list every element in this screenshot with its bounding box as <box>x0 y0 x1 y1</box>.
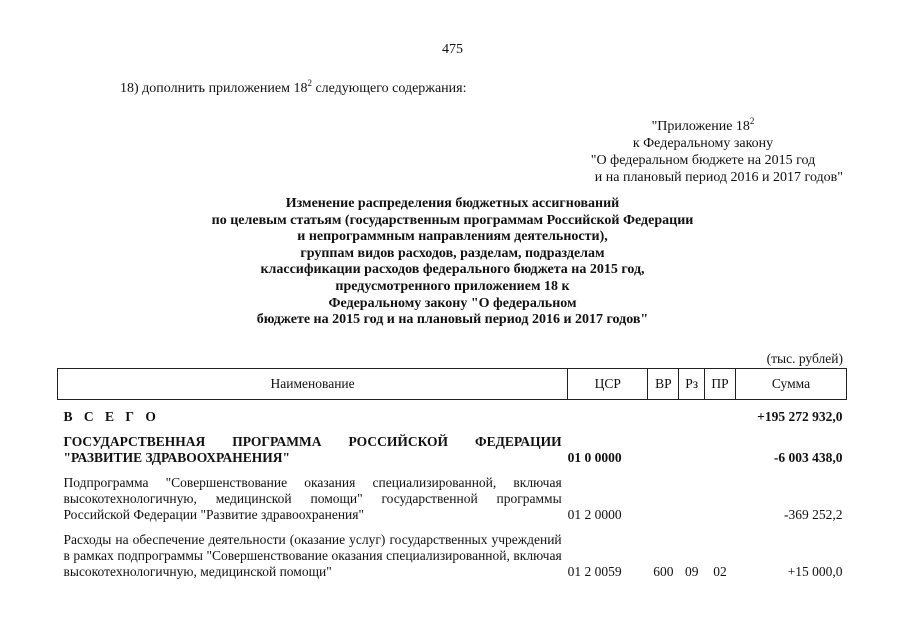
row-name: Расходы на обеспечение деятельности (оказание услуг) государственных учреждений в рамках подпрограммы "Совершенствование оказания специализированной, включая высокотехнологичную, медицинской помощи" <box>63 532 562 579</box>
row-csr: 01 2 0059 <box>567 564 622 579</box>
header-vr: ВР <box>648 369 679 400</box>
table-header-row <box>58 369 847 400</box>
budget-table <box>57 368 847 580</box>
row-rz <box>679 409 705 425</box>
row-sum: +15 000,0 <box>787 564 843 579</box>
row-vr: 600 <box>653 564 674 579</box>
row-sum: +195 272 932,0 <box>757 409 843 424</box>
row-pr <box>705 434 736 466</box>
document-heading <box>0 196 905 329</box>
annex-line-1: "Приложение $18^2$ <box>651 116 755 134</box>
header-name: Наименование <box>58 369 568 400</box>
header-pr: ПР <box>705 369 736 400</box>
intro-rest: следующего содержания: <box>311 81 467 96</box>
header-rz: Рз <box>679 369 705 400</box>
intro-text: 18) дополнить приложением 18 <box>120 81 308 96</box>
row-pr: 02 <box>713 564 727 579</box>
annex-line-2: к Федеральному закону <box>632 136 774 151</box>
annex-line-3: "О федеральном бюджете на 2015 год <box>590 153 816 168</box>
heading-line: по целевым статьям (государственным программам Российской Федерации <box>211 212 694 228</box>
header-sum: Сумма <box>735 369 846 400</box>
row-vr <box>648 475 679 523</box>
row-pr <box>705 475 736 523</box>
row-sum: -369 252,2 <box>784 507 843 522</box>
heading-line: и непрограммным направлениям деятельности), <box>297 229 608 245</box>
annex-superscript: 2 <box>749 116 755 126</box>
intro-superscript: 2 <box>307 78 312 88</box>
table-row-total <box>58 409 847 425</box>
row-sum: -6 003 438,0 <box>773 450 843 465</box>
table-row <box>58 532 847 580</box>
header-csr: ЦСР <box>568 369 648 400</box>
heading-line: группам видов расходов, разделам, подразделам <box>300 245 605 261</box>
row-name: В С Е Г О <box>63 409 160 424</box>
annex-reference <box>563 113 843 186</box>
page-number: 475 <box>442 42 463 57</box>
row-vr <box>648 409 679 425</box>
row-name: Подпрограмма "Совершенствование оказания специализированной, включая высокотехнологичную, медицинской помощи" государственной программы Российской Федерации "Развитие здравоохранения" <box>63 475 562 522</box>
row-rz <box>679 475 705 523</box>
row-pr <box>705 409 736 425</box>
heading-line: Федеральному закону "О федеральном <box>328 295 577 311</box>
heading-line: классификации расходов федерального бюджета на 2015 год, <box>260 262 645 278</box>
heading-line: бюджете на 2015 год и на плановый период 2016 и 2017 годов" <box>256 312 649 328</box>
amendment-intro <box>120 78 467 97</box>
row-rz <box>679 434 705 466</box>
annex-line-4: и на плановый период 2016 и 2017 годов" <box>594 170 843 185</box>
row-rz: 09 <box>684 564 699 579</box>
table-row <box>58 434 847 466</box>
heading-line: предусмотренного приложением 18 к <box>335 278 570 294</box>
units-label: (тыс. рублей) <box>766 351 843 366</box>
row-name: ГОСУДАРСТВЕННАЯ ПРОГРАММА РОССИЙСКОЙ ФЕДЕРАЦИИ "РАЗВИТИЕ ЗДРАВООХРАНЕНИЯ" <box>63 434 562 465</box>
heading-line: Изменение распределения бюджетных ассигнований <box>285 196 620 211</box>
row-csr <box>568 409 648 425</box>
row-csr: 01 0 0000 <box>567 450 622 465</box>
row-vr <box>648 434 679 466</box>
table-row <box>58 475 847 523</box>
row-csr: 01 2 0000 <box>567 507 622 522</box>
